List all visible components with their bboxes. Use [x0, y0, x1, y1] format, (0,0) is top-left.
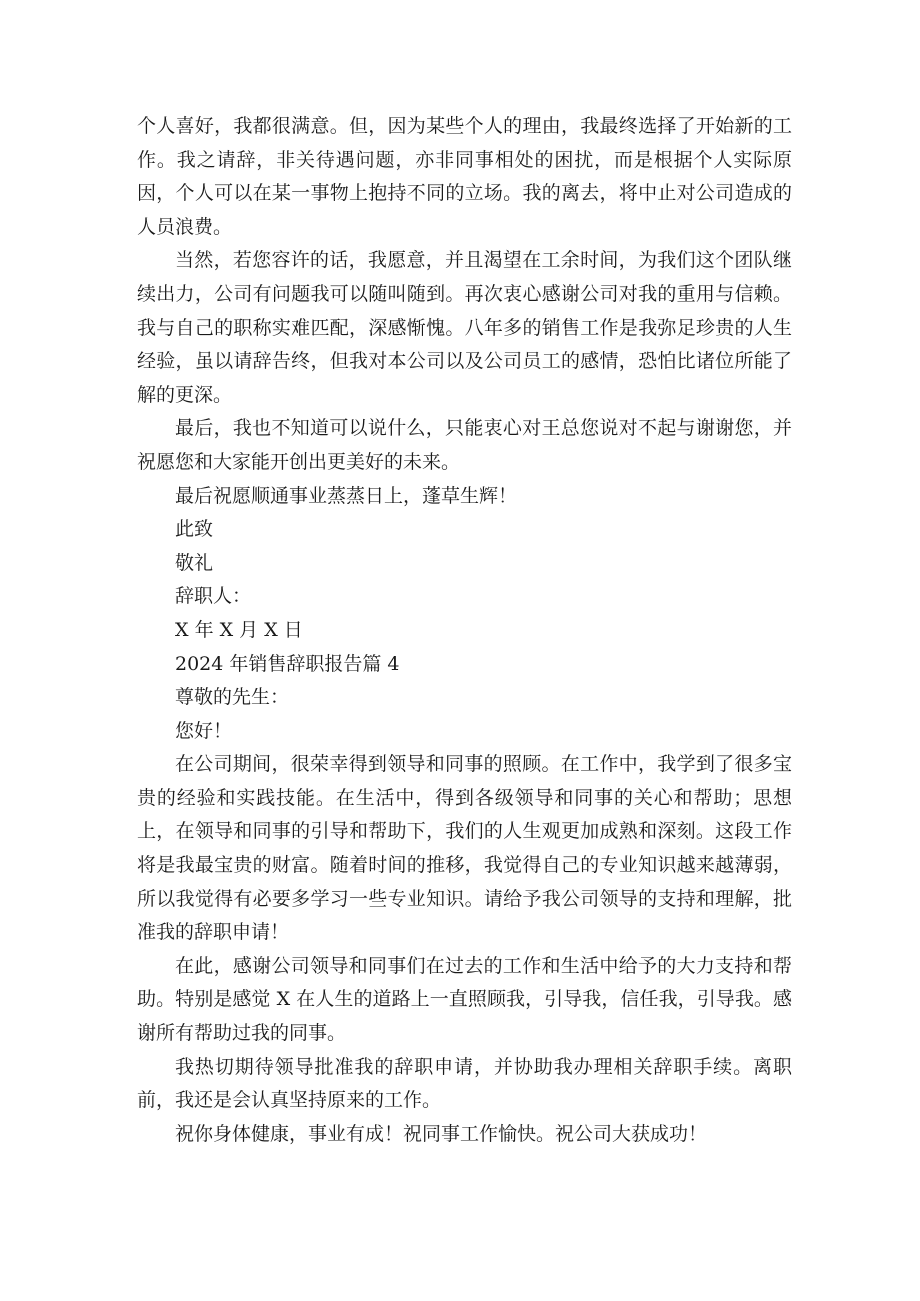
- closing-wish: 最后祝愿顺通事业蒸蒸日上，蓬草生辉！: [175, 484, 518, 507]
- paragraph-offer-help: 当然，若您容许的话，我愿意，并且渴望在工余时间，为我们这个团队继续出力，公司有问题我可以随叫随到。再次衷心感谢公司对我的重用与信赖。我与自己的职称实难匹配，深感惭愧。八年多的销售工作是我弥足珍贵的人生经验，虽以请辞告终，但我对本公司以及公司员工的感情，恐怕比诸位所能了解的更深。: [137, 249, 792, 406]
- paragraph-gratitude: 在此，感谢公司领导和同事们在过去的工作和生活中给予的大力支持和帮助。特别是感觉 X 在人生的道路上一直照顾我，引导我，信任我，引导我。感谢所有帮助过我的同事。: [137, 954, 792, 1045]
- signature-label: 辞职人：: [175, 585, 252, 608]
- greeting-recipient: 尊敬的先生：: [175, 686, 290, 709]
- salutation-cizhi: 此致: [175, 518, 214, 541]
- final-wishes: 祝你身体健康，事业有成！祝同事工作愉快。祝公司大获成功！: [175, 1122, 708, 1145]
- paragraph-closing-thanks: 最后，我也不知道可以说什么，只能衷心对王总您说对不起与谢谢您，并祝愿您和大家能开创出更美好的未来。: [137, 417, 792, 473]
- paragraph-request: 我热切期待领导批准我的辞职申请，并协助我办理相关辞职手续。离职前，我还是会认真坚持原来的工作。: [137, 1055, 792, 1112]
- section-heading: 2024 年销售辞职报告篇 4: [175, 652, 400, 675]
- paragraph-continuation: 个人喜好，我都很满意。但，因为某些个人的理由，我最终选择了开始新的工作。我之请辞，非关待遇问题，亦非同事相处的困扰，而是根据个人实际原因，个人可以在某一事物上抱持不同的立场。我的离去，将中止对公司造成的人员浪费。: [137, 115, 792, 238]
- greeting-hello: 您好！: [175, 719, 233, 742]
- salutation-jingli: 敬礼: [175, 551, 214, 574]
- document-body: [137, 110, 792, 1151]
- paragraph-experience: 在公司期间，很荣幸得到领导和同事的照顾。在工作中，我学到了很多宝贵的经验和实践技能。在生活中，得到各级领导和同事的关心和帮助；思想上，在领导和同事的引导和帮助下，我们的人生观更加成熟和深刻。这段工作将是我最宝贵的财富。随着时间的推移，我觉得自己的专业知识越来越薄弱，所以我觉得有必要多学习一些专业知识。请给予我公司领导的支持和理解，批准我的辞职申请！: [137, 753, 792, 944]
- signature-date: X 年 X 月 X 日: [175, 618, 303, 641]
